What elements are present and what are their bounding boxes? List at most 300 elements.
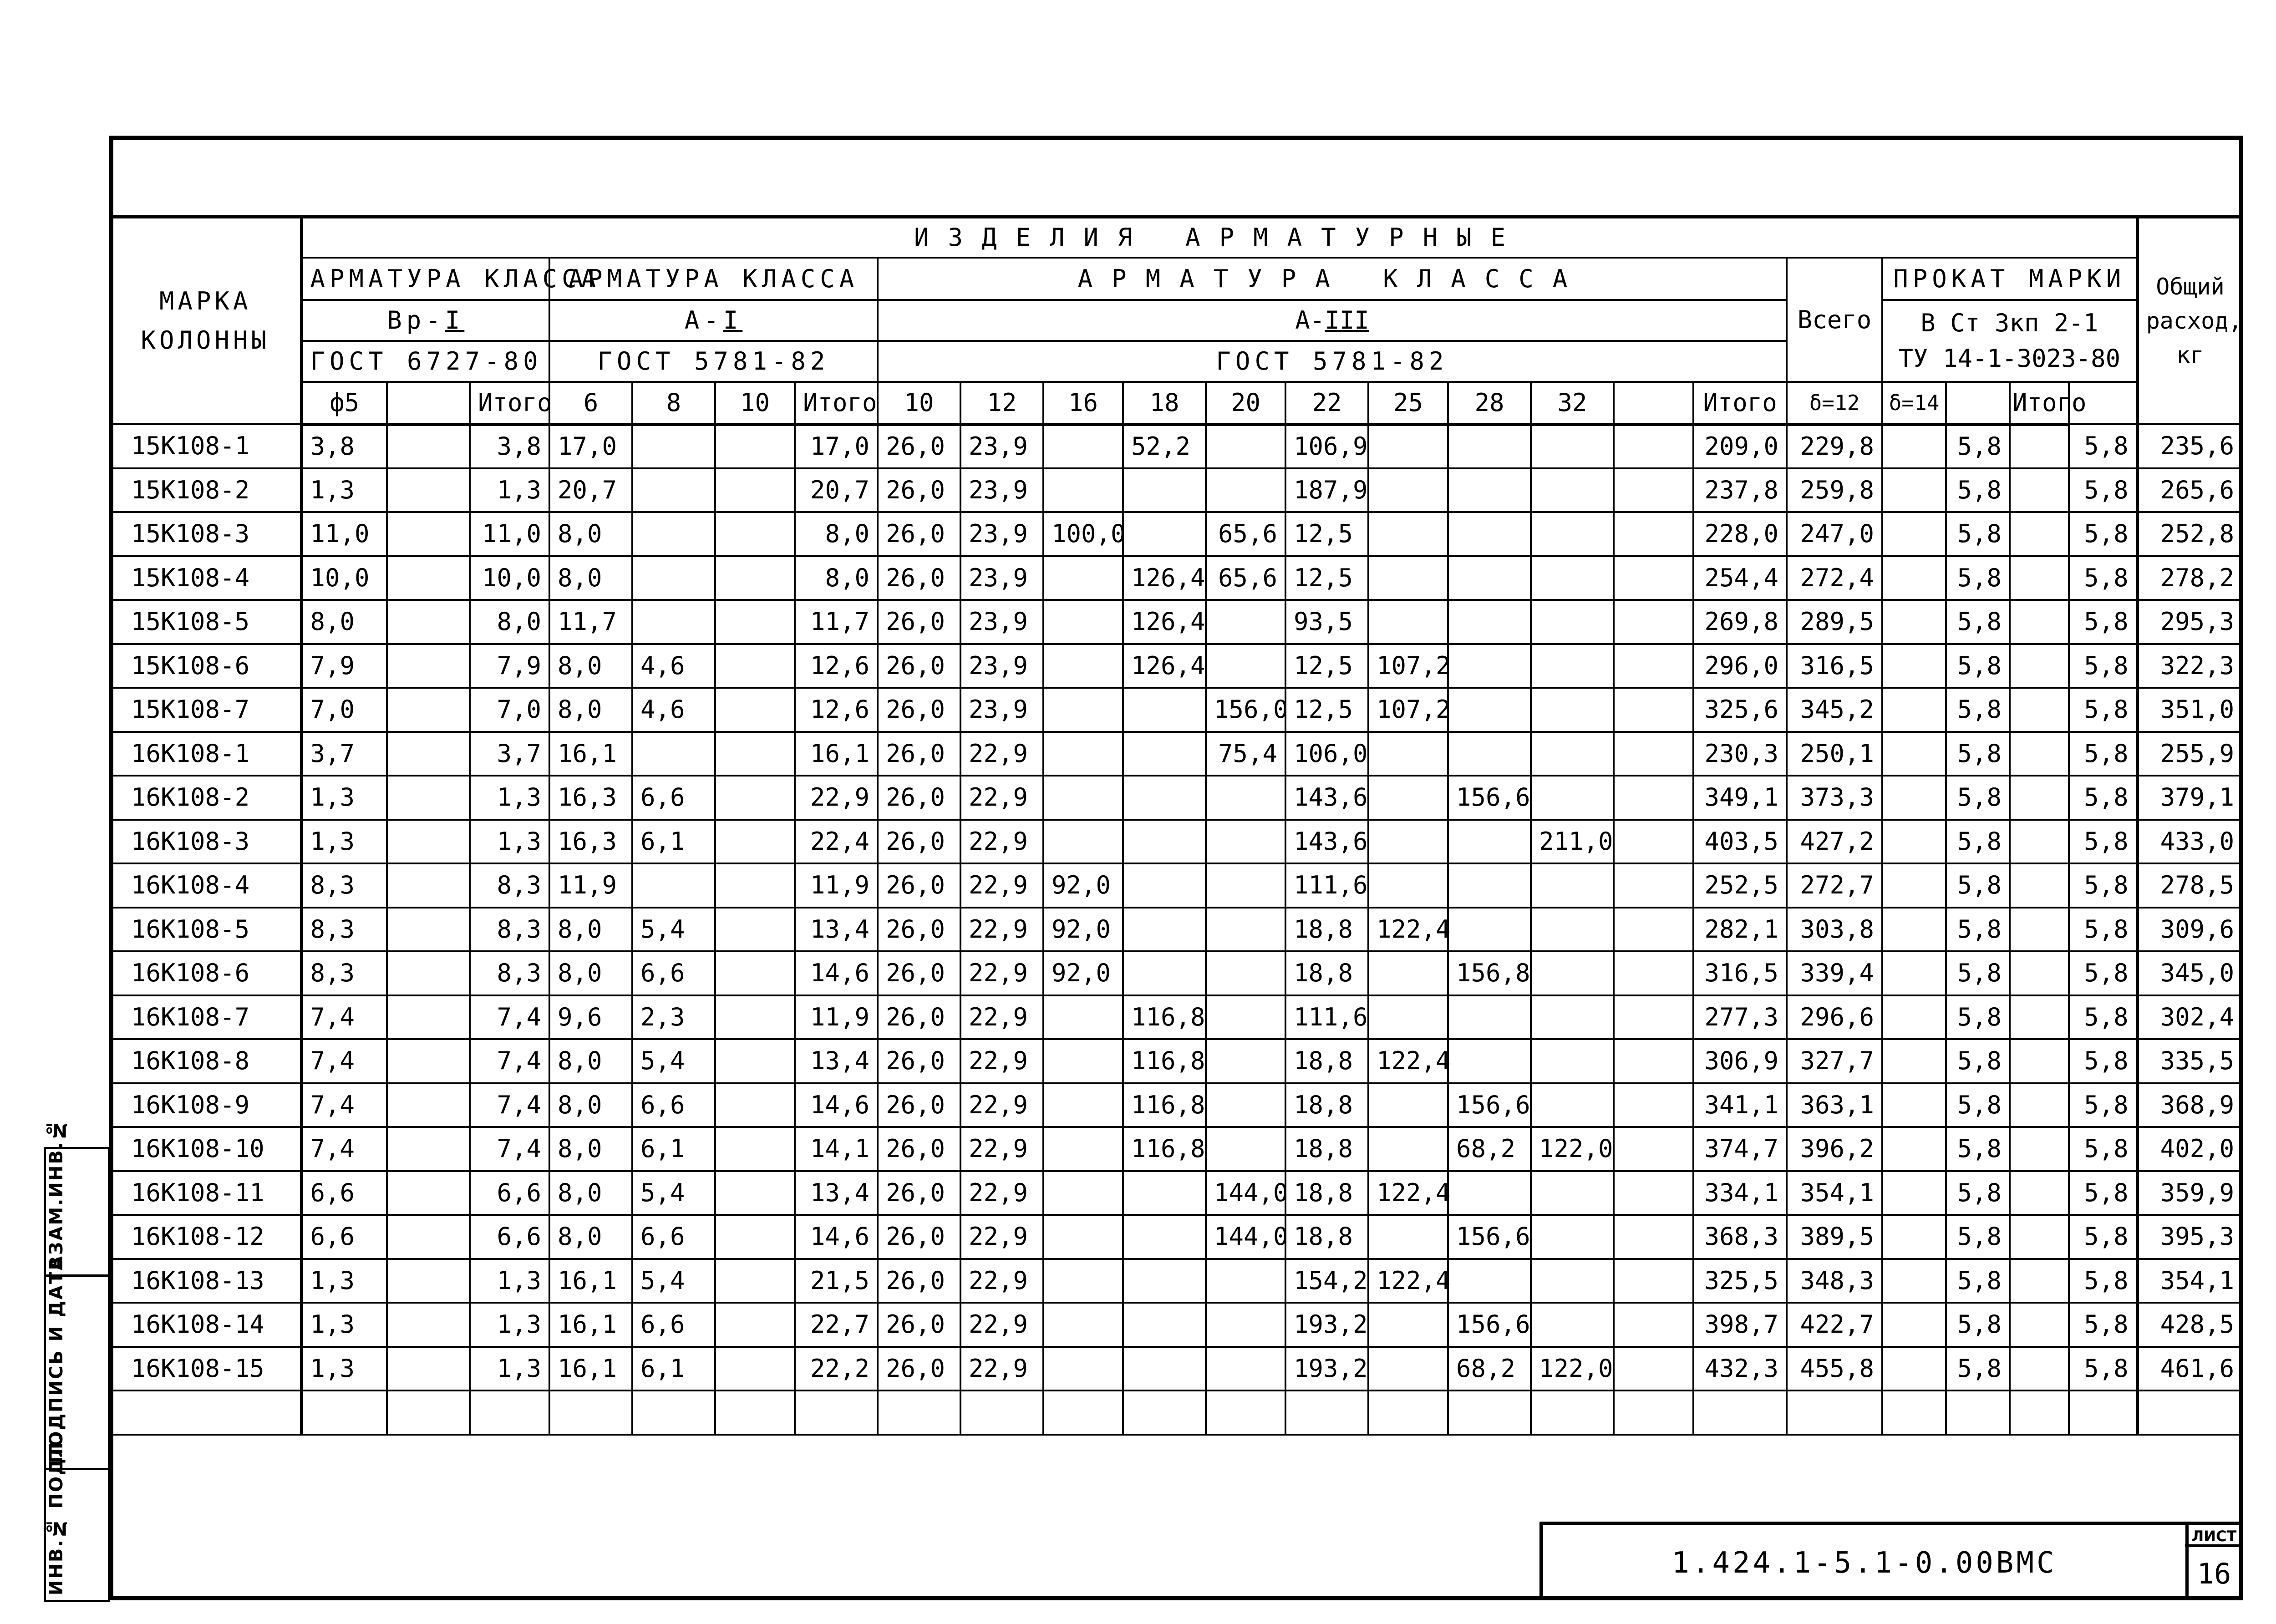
row-cell — [1531, 1083, 1614, 1127]
row-cell: 12,6 — [795, 688, 878, 732]
row-cell: 8,3 — [470, 908, 549, 952]
row-cell: 341,1 — [1693, 1083, 1787, 1127]
row-cell — [1206, 820, 1285, 864]
row-cell — [387, 951, 470, 995]
row-mark: 15К108-7 — [110, 688, 301, 732]
row-cell — [1882, 1127, 1946, 1171]
row-cell — [632, 600, 715, 644]
side-label-podpis: ПОДПИСЬ И ДАТА — [46, 1254, 67, 1463]
row-cell: 22,9 — [960, 1171, 1043, 1215]
row-cell — [387, 732, 470, 776]
row-cell: 339,4 — [1787, 951, 1882, 995]
row-cell — [1531, 732, 1614, 776]
header-vr-class — [301, 300, 549, 341]
row-cell: 5,8 — [2069, 776, 2137, 820]
row-cell: 187,9 — [1285, 468, 1368, 513]
header-mark: МАРКА КОЛОННЫ — [110, 218, 301, 424]
row-cell — [1614, 863, 1693, 908]
row-cell: 422,7 — [1787, 1303, 1882, 1347]
row-cell: 8,0 — [549, 951, 632, 995]
blank-cell — [2069, 1391, 2137, 1435]
row-cell: 5,8 — [1946, 908, 2010, 952]
row-cell: 228,0 — [1693, 512, 1787, 556]
row-cell: 8,0 — [549, 1083, 632, 1127]
row-cell: 265,6 — [2137, 468, 2242, 513]
table-row — [110, 512, 2242, 556]
sub-a3-2: 16 — [1043, 382, 1123, 424]
row-cell: 5,8 — [2069, 1347, 2137, 1391]
table-row — [110, 732, 2242, 776]
row-cell — [387, 556, 470, 600]
row-mark: 15К108-4 — [110, 556, 301, 600]
row-cell — [1206, 1039, 1285, 1083]
row-cell — [1448, 1171, 1531, 1215]
side-label-vzam: ВЗАМ.ИНВ.№ — [46, 1118, 67, 1270]
row-cell: 351,0 — [2137, 688, 2242, 732]
row-cell: 5,8 — [1946, 1127, 2010, 1171]
row-cell: 52,2 — [1123, 424, 1206, 468]
row-cell: 20,7 — [795, 468, 878, 513]
row-cell: 8,0 — [795, 512, 878, 556]
blank-cell — [715, 1391, 795, 1435]
row-cell: 26,0 — [878, 1039, 960, 1083]
row-cell — [1043, 1215, 1123, 1259]
row-cell: 26,0 — [878, 1171, 960, 1215]
row-cell: 22,7 — [795, 1303, 878, 1347]
row-cell — [1882, 1083, 1946, 1127]
row-cell — [1882, 688, 1946, 732]
row-mark: 16К108-7 — [110, 995, 301, 1040]
row-cell: 11,9 — [795, 995, 878, 1040]
header-a3-label: АРМАТУРА КЛАССА — [878, 258, 1787, 300]
table-row — [110, 776, 2242, 820]
row-cell: 354,1 — [1787, 1171, 1882, 1215]
row-cell: 65,6 — [1206, 512, 1285, 556]
blank-cell — [1946, 1391, 2010, 1435]
row-cell — [1531, 1039, 1614, 1083]
row-cell: 5,8 — [1946, 644, 2010, 688]
row-cell: 9,6 — [549, 995, 632, 1040]
row-cell: 26,0 — [878, 1347, 960, 1391]
row-cell — [387, 512, 470, 556]
row-cell: 14,6 — [795, 1083, 878, 1127]
row-cell — [1614, 732, 1693, 776]
row-mark: 16К108-10 — [110, 1127, 301, 1171]
row-cell: 252,5 — [1693, 863, 1787, 908]
row-cell: 1,3 — [301, 1259, 387, 1303]
sub-a3-10: Итого — [1693, 382, 1787, 424]
row-cell — [1043, 644, 1123, 688]
row-cell — [387, 424, 470, 468]
row-cell: 252,8 — [2137, 512, 2242, 556]
row-cell: 389,5 — [1787, 1215, 1882, 1259]
row-cell — [2010, 644, 2069, 688]
sub-a3-3: 18 — [1123, 382, 1206, 424]
sheet-label: ЛИСТ — [2185, 1525, 2243, 1547]
row-cell: 230,3 — [1693, 732, 1787, 776]
row-cell — [1206, 1347, 1285, 1391]
row-cell: 295,3 — [2137, 600, 2242, 644]
blank-cell — [110, 1391, 301, 1435]
row-cell: 23,9 — [960, 644, 1043, 688]
row-cell: 7,4 — [470, 1083, 549, 1127]
row-cell: 193,2 — [1285, 1303, 1368, 1347]
row-cell: 156,6 — [1448, 776, 1531, 820]
header-a3-class — [878, 300, 1787, 341]
row-cell — [387, 1215, 470, 1259]
row-cell — [1368, 1347, 1448, 1391]
row-cell: 5,8 — [1946, 863, 2010, 908]
row-cell: 8,3 — [301, 863, 387, 908]
row-cell: 6,1 — [632, 1347, 715, 1391]
row-cell — [387, 995, 470, 1040]
row-cell: 5,8 — [1946, 776, 2010, 820]
row-cell: 8,0 — [549, 644, 632, 688]
row-cell: 3,7 — [470, 732, 549, 776]
row-cell: 7,4 — [470, 1127, 549, 1171]
a3-class-prefix: А- — [1295, 306, 1325, 335]
row-cell: 22,9 — [960, 863, 1043, 908]
row-cell: 229,8 — [1787, 424, 1882, 468]
row-cell: 5,8 — [2069, 1259, 2137, 1303]
row-cell — [715, 468, 795, 513]
row-cell — [1882, 863, 1946, 908]
row-cell — [1448, 512, 1531, 556]
row-cell: 5,8 — [2069, 995, 2137, 1040]
row-cell — [1043, 1171, 1123, 1215]
row-cell — [1531, 512, 1614, 556]
row-cell: 10,0 — [470, 556, 549, 600]
sheet-number: 16 — [2197, 1557, 2231, 1590]
row-cell: 143,6 — [1285, 820, 1368, 864]
row-cell: 272,7 — [1787, 863, 1882, 908]
row-cell: 427,2 — [1787, 820, 1882, 864]
row-cell: 5,8 — [2069, 600, 2137, 644]
row-cell — [632, 424, 715, 468]
row-cell: 156,8 — [1448, 951, 1531, 995]
row-cell: 250,1 — [1787, 732, 1882, 776]
row-cell — [1614, 1127, 1693, 1171]
row-cell: 5,8 — [2069, 556, 2137, 600]
row-cell — [1614, 1259, 1693, 1303]
row-cell: 26,0 — [878, 600, 960, 644]
row-cell — [1123, 688, 1206, 732]
row-cell: 26,0 — [878, 644, 960, 688]
row-cell: 5,8 — [2069, 1083, 2137, 1127]
row-mark: 16К108-15 — [110, 1347, 301, 1391]
row-cell: 247,0 — [1787, 512, 1882, 556]
row-cell: 12,6 — [795, 644, 878, 688]
row-cell — [1043, 732, 1123, 776]
row-cell: 368,3 — [1693, 1215, 1787, 1259]
row-cell: 7,4 — [301, 1127, 387, 1171]
row-cell — [1368, 820, 1448, 864]
row-cell — [2010, 556, 2069, 600]
row-cell: 16,1 — [549, 732, 632, 776]
row-cell: 14,1 — [795, 1127, 878, 1171]
row-cell — [1531, 776, 1614, 820]
row-cell — [1882, 908, 1946, 952]
row-cell: 5,8 — [1946, 1039, 2010, 1083]
row-cell: 432,3 — [1693, 1347, 1787, 1391]
row-cell: 255,9 — [2137, 732, 2242, 776]
row-cell: 5,4 — [632, 1259, 715, 1303]
row-cell: 306,9 — [1693, 1039, 1787, 1083]
table-row — [110, 556, 2242, 600]
row-cell: 302,4 — [2137, 995, 2242, 1040]
row-cell — [387, 820, 470, 864]
row-cell: 398,7 — [1693, 1303, 1787, 1347]
row-cell — [632, 732, 715, 776]
row-cell — [1123, 863, 1206, 908]
sub-a1-2: 10 — [715, 382, 795, 424]
row-cell — [1123, 1303, 1206, 1347]
row-cell: 10,0 — [301, 556, 387, 600]
row-cell — [715, 1083, 795, 1127]
row-cell — [1448, 995, 1531, 1040]
row-cell — [387, 1127, 470, 1171]
row-cell — [1531, 863, 1614, 908]
row-cell — [1368, 1127, 1448, 1171]
row-cell: 16,1 — [549, 1259, 632, 1303]
row-cell: 5,8 — [1946, 600, 2010, 644]
row-cell: 8,0 — [549, 1127, 632, 1171]
sub-a3-5: 22 — [1285, 382, 1368, 424]
row-cell: 65,6 — [1206, 556, 1285, 600]
row-cell — [2010, 468, 2069, 513]
row-cell: 316,5 — [1693, 951, 1787, 995]
row-cell — [2010, 512, 2069, 556]
row-cell — [1123, 468, 1206, 513]
row-cell: 18,8 — [1285, 1215, 1368, 1259]
table-row — [110, 951, 2242, 995]
row-cell: 5,8 — [2069, 1303, 2137, 1347]
row-mark: 16К108-2 — [110, 776, 301, 820]
row-cell: 6,1 — [632, 1127, 715, 1171]
row-cell — [1043, 1259, 1123, 1303]
row-cell — [715, 776, 795, 820]
row-cell: 14,6 — [795, 1215, 878, 1259]
row-cell: 235,6 — [2137, 424, 2242, 468]
row-cell — [632, 556, 715, 600]
side-cell-inv — [44, 1432, 110, 1602]
row-cell — [387, 600, 470, 644]
sub-prokat-1: δ=14 — [1882, 382, 1946, 424]
row-cell — [715, 1259, 795, 1303]
row-cell — [1043, 1347, 1123, 1391]
sub-vr-1 — [387, 382, 470, 424]
row-cell: 144,0 — [1206, 1171, 1285, 1215]
row-cell: 2,3 — [632, 995, 715, 1040]
row-cell: 5,8 — [2069, 512, 2137, 556]
row-cell: 5,8 — [2069, 468, 2137, 513]
row-cell — [1043, 468, 1123, 513]
row-cell: 22,9 — [960, 1259, 1043, 1303]
row-cell: 7,9 — [301, 644, 387, 688]
row-cell: 106,0 — [1285, 732, 1368, 776]
row-cell — [715, 688, 795, 732]
row-cell — [2010, 1127, 2069, 1171]
row-cell: 22,9 — [960, 1083, 1043, 1127]
row-cell: 7,4 — [301, 995, 387, 1040]
row-cell: 325,5 — [1693, 1259, 1787, 1303]
row-cell: 8,3 — [470, 863, 549, 908]
row-cell — [1531, 556, 1614, 600]
row-cell — [715, 863, 795, 908]
row-cell — [1123, 1171, 1206, 1215]
row-cell — [1043, 1303, 1123, 1347]
row-cell — [1206, 908, 1285, 952]
row-cell: 278,2 — [2137, 556, 2242, 600]
row-cell — [1882, 1347, 1946, 1391]
row-cell: 334,1 — [1693, 1171, 1787, 1215]
row-cell: 26,0 — [878, 1303, 960, 1347]
table-row — [110, 1083, 2242, 1127]
header-title: ИЗДЕЛИЯ АРМАТУРНЫЕ — [301, 218, 2137, 258]
row-cell: 5,8 — [1946, 512, 2010, 556]
row-cell — [1368, 468, 1448, 513]
row-cell — [2010, 776, 2069, 820]
row-cell: 4,6 — [632, 644, 715, 688]
row-cell — [1882, 1215, 1946, 1259]
vr-class-prefix: Вр- — [387, 306, 445, 335]
row-cell: 4,6 — [632, 688, 715, 732]
table-row-blank — [110, 1391, 2242, 1435]
row-cell: 26,0 — [878, 688, 960, 732]
row-cell: 5,8 — [2069, 1171, 2137, 1215]
row-cell — [1448, 732, 1531, 776]
row-cell: 23,9 — [960, 556, 1043, 600]
vr-class-roman: I — [445, 306, 465, 335]
row-cell — [1614, 776, 1693, 820]
row-cell — [1531, 951, 1614, 995]
row-cell — [715, 556, 795, 600]
row-cell — [2010, 732, 2069, 776]
row-cell: 8,0 — [549, 1039, 632, 1083]
side-stamp-strip — [44, 1118, 110, 1602]
row-cell — [387, 1347, 470, 1391]
row-cell: 348,3 — [1787, 1259, 1882, 1303]
row-cell — [1531, 1171, 1614, 1215]
row-cell — [387, 468, 470, 513]
row-cell: 6,1 — [632, 820, 715, 864]
row-cell — [715, 512, 795, 556]
blank-cell — [960, 1391, 1043, 1435]
row-mark: 16К108-5 — [110, 908, 301, 952]
row-cell — [1368, 1303, 1448, 1347]
row-cell: 6,6 — [301, 1215, 387, 1259]
header-prokat-spec — [1882, 300, 2137, 382]
row-cell: 5,8 — [2069, 424, 2137, 468]
row-cell — [1368, 863, 1448, 908]
row-cell — [1368, 951, 1448, 995]
row-mark: 16К108-1 — [110, 732, 301, 776]
blank-cell — [878, 1391, 960, 1435]
row-cell: 7,0 — [301, 688, 387, 732]
row-cell — [1882, 732, 1946, 776]
blank-cell — [387, 1391, 470, 1435]
row-cell — [1043, 1039, 1123, 1083]
row-cell: 13,4 — [795, 1039, 878, 1083]
row-cell: 1,3 — [301, 776, 387, 820]
row-cell: 26,0 — [878, 995, 960, 1040]
row-cell: 23,9 — [960, 600, 1043, 644]
row-cell — [1882, 468, 1946, 513]
row-cell — [2010, 1303, 2069, 1347]
row-cell: 354,1 — [2137, 1259, 2242, 1303]
header-subcolumns — [110, 382, 2242, 424]
row-cell: 8,3 — [470, 951, 549, 995]
specification-table — [109, 217, 2243, 1436]
table-row — [110, 600, 2242, 644]
row-cell: 116,8 — [1123, 1039, 1206, 1083]
row-cell: 18,8 — [1285, 1039, 1368, 1083]
row-cell: 5,4 — [632, 1171, 715, 1215]
blank-cell — [632, 1391, 715, 1435]
row-cell — [632, 468, 715, 513]
row-cell: 22,2 — [795, 1347, 878, 1391]
row-cell — [1448, 688, 1531, 732]
side-label-inv: ИНВ.№ ПОДЛ. — [46, 1432, 67, 1595]
row-cell — [1043, 424, 1123, 468]
blank-cell — [1882, 1391, 1946, 1435]
row-cell: 1,3 — [470, 1347, 549, 1391]
row-cell: 22,9 — [960, 1303, 1043, 1347]
row-cell — [1448, 644, 1531, 688]
row-cell — [1531, 1215, 1614, 1259]
row-cell — [1043, 776, 1123, 820]
blank-cell — [1368, 1391, 1448, 1435]
row-cell: 11,7 — [795, 600, 878, 644]
row-cell — [1448, 820, 1531, 864]
row-cell — [715, 1215, 795, 1259]
row-cell — [1614, 424, 1693, 468]
row-cell — [2010, 424, 2069, 468]
row-cell: 8,3 — [301, 951, 387, 995]
row-mark: 16К108-14 — [110, 1303, 301, 1347]
row-cell — [715, 1303, 795, 1347]
row-cell: 22,9 — [795, 776, 878, 820]
row-cell — [1531, 468, 1614, 513]
row-cell: 22,9 — [960, 1039, 1043, 1083]
row-cell: 6,6 — [632, 951, 715, 995]
row-cell: 6,6 — [301, 1171, 387, 1215]
table-row — [110, 995, 2242, 1040]
row-cell: 18,8 — [1285, 951, 1368, 995]
row-cell — [1206, 468, 1285, 513]
row-cell: 7,9 — [470, 644, 549, 688]
row-cell: 395,3 — [2137, 1215, 2242, 1259]
row-cell — [1531, 995, 1614, 1040]
table-row — [110, 644, 2242, 688]
row-cell: 335,5 — [2137, 1039, 2242, 1083]
row-cell: 126,4 — [1123, 600, 1206, 644]
row-cell: 1,3 — [301, 468, 387, 513]
row-cell: 296,0 — [1693, 644, 1787, 688]
row-cell: 455,8 — [1787, 1347, 1882, 1391]
row-cell: 7,4 — [470, 1039, 549, 1083]
row-cell: 26,0 — [878, 512, 960, 556]
row-cell: 5,8 — [1946, 1347, 2010, 1391]
row-cell: 68,2 — [1448, 1347, 1531, 1391]
row-mark: 15К108-2 — [110, 468, 301, 513]
table-body — [110, 424, 2242, 1435]
row-cell — [1531, 688, 1614, 732]
row-cell: 12,5 — [1285, 556, 1368, 600]
row-cell — [1206, 644, 1285, 688]
row-cell: 6,6 — [632, 776, 715, 820]
row-cell: 22,9 — [960, 776, 1043, 820]
